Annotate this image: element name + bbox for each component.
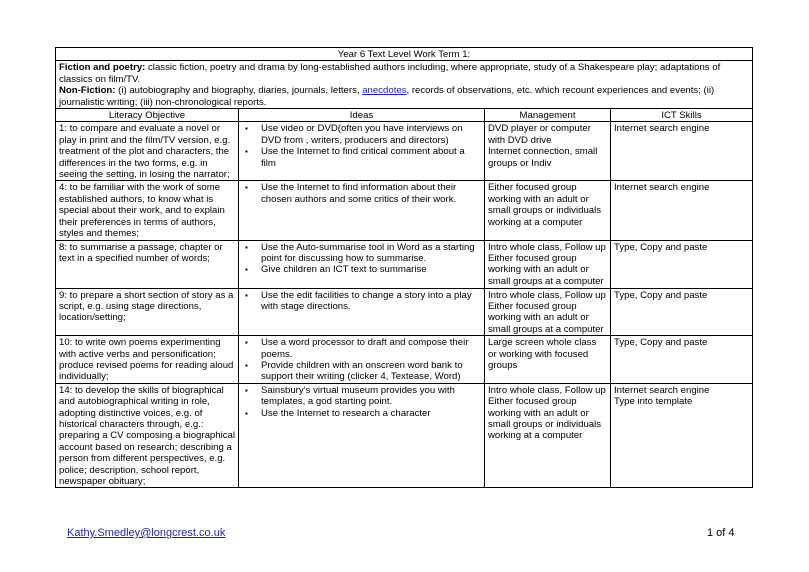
table-title: Year 6 Text Level Work Term 1: xyxy=(56,48,753,61)
genre-description xyxy=(56,61,753,109)
fiction-label: Fiction and poetry: xyxy=(59,62,146,74)
ict-skills-cell: Type, Copy and paste xyxy=(611,336,753,384)
table-row xyxy=(56,288,753,336)
title-row xyxy=(56,48,753,61)
nonfiction-line xyxy=(59,85,749,108)
ideas-list xyxy=(242,182,481,205)
planning-table xyxy=(55,47,753,488)
column-header-management: Management xyxy=(485,109,611,122)
ict-skills-cell: Internet search engine xyxy=(611,122,753,181)
management-cell: Intro whole class, Follow up Either focused group working with an adult or small groups at a computer xyxy=(485,240,611,288)
objective-cell: 9: to prepare a short section of story as a script, e.g. using stage directions, location/setting; xyxy=(56,288,239,336)
idea-bullet-item: ▪ Use the Internet to find information about their chosen authors and some critics of their work. xyxy=(242,182,481,205)
idea-bullet-item: ▪ Use video or DVD(often you have interviews on DVD from , writers, producers and directors) xyxy=(242,123,481,146)
ideas-cell xyxy=(239,240,485,288)
ideas-cell xyxy=(239,336,485,384)
objective-cell: 14: to develop the skills of biographical and autobiographical writing in role, adopting distinctive voices, e.g. of historical characters through, e.g.: preparing a CV composing a biographical account based on research; describing a person from different perspectives, e.g. police; description, school report, newspaper obituary; xyxy=(56,383,239,488)
table-row xyxy=(56,122,753,181)
nonfiction-label: Non-Fiction: xyxy=(59,85,116,97)
column-header-row xyxy=(56,109,753,122)
column-header-ideas: Ideas xyxy=(239,109,485,122)
ideas-list xyxy=(242,123,481,169)
ict-skills-cell: Type, Copy and paste xyxy=(611,288,753,336)
ideas-cell xyxy=(239,288,485,336)
idea-bullet-item: ▪ Provide children with an onscreen word bank to support their writing (clicker 4, Textease, Word) xyxy=(242,360,481,383)
objective-cell: 4: to be familiar with the work of some established authors, to know what is special about their work, and to explain their preferences in terms of authors, styles and themes; xyxy=(56,181,239,240)
fiction-text: classic fiction, poetry and drama by long-established authors including, where appropriate, study of a Shakespeare play; adaptations of classics on film/TV. xyxy=(59,62,721,85)
description-row xyxy=(56,61,753,109)
management-cell: Either focused group working with an adult or small groups or individuals working at a computer xyxy=(485,181,611,240)
idea-bullet-item: ▪ Sainsbury’s virtual museum provides you with templates, a god starting point. xyxy=(242,385,481,408)
page-number: 1 of 4 xyxy=(707,527,735,539)
nonfiction-text-before: (i) autobiography and biography, diaries, journals, letters, xyxy=(115,85,363,97)
table-row xyxy=(56,383,753,488)
objective-cell: 8: to summarise a passage, chapter or text in a specified number of words; xyxy=(56,240,239,288)
ideas-list xyxy=(242,242,481,276)
management-cell: Intro whole class, Follow up Either focused group working with an adult or small groups or individuals working at a computer xyxy=(485,383,611,488)
table-row xyxy=(56,336,753,384)
ideas-cell xyxy=(239,383,485,488)
objective-cell: 1: to compare and evaluate a novel or play in print and the film/TV version, e.g. treatment of the plot and characters, the differences in the two forms, e.g. in seeing the setting, in losing the narrator; xyxy=(56,122,239,181)
ideas-cell xyxy=(239,122,485,181)
idea-bullet-item: ▪ Use the edit facilities to change a story into a play with stage directions. xyxy=(242,290,481,313)
idea-bullet-item: ▪ Use the Internet to find critical comment about a film xyxy=(242,146,481,169)
column-header-ict: ICT Skills xyxy=(611,109,753,122)
idea-bullet-item: ▪ Use the Auto-summarise tool in Word as a starting point for discussing how to summarise. xyxy=(242,242,481,265)
fiction-line xyxy=(59,62,749,85)
management-cell: DVD player or computer with DVD drive Internet connection, small groups or Indiv xyxy=(485,122,611,181)
nonfiction-text-after: , records of observations, etc. which recount experiences and events; (ii) journalistic writing; (iii) non-chronological reports. xyxy=(59,85,715,108)
management-cell: Intro whole class, Follow up Either focused group working with an adult or small groups at a computer xyxy=(485,288,611,336)
ideas-cell xyxy=(239,181,485,240)
ict-skills-cell: Internet search engine xyxy=(611,181,753,240)
ict-skills-cell: Type, Copy and paste xyxy=(611,240,753,288)
anecdotes-link[interactable]: anecdotes xyxy=(362,85,407,97)
table-row xyxy=(56,240,753,288)
table-row xyxy=(56,181,753,240)
footer-email-link[interactable]: Kathy.Smedley@longcrest.co.uk xyxy=(67,527,226,539)
ideas-list xyxy=(242,337,481,383)
idea-bullet-item: ▪ Give children an ICT text to summarise xyxy=(242,264,481,275)
ideas-list xyxy=(242,290,481,313)
idea-bullet-item: ▪ Use the Internet to research a character xyxy=(242,408,481,419)
ideas-list xyxy=(242,385,481,419)
management-cell: Large screen whole class or working with focused groups xyxy=(485,336,611,384)
idea-bullet-item: ▪ Use a word processor to draft and compose their poems. xyxy=(242,337,481,360)
ict-skills-cell: Internet search engine Type into template xyxy=(611,383,753,488)
column-header-objective: Literacy Objective xyxy=(56,109,239,122)
objective-cell: 10: to write own poems experimenting with active verbs and personification; produce revised poems for reading aloud individually; xyxy=(56,336,239,384)
